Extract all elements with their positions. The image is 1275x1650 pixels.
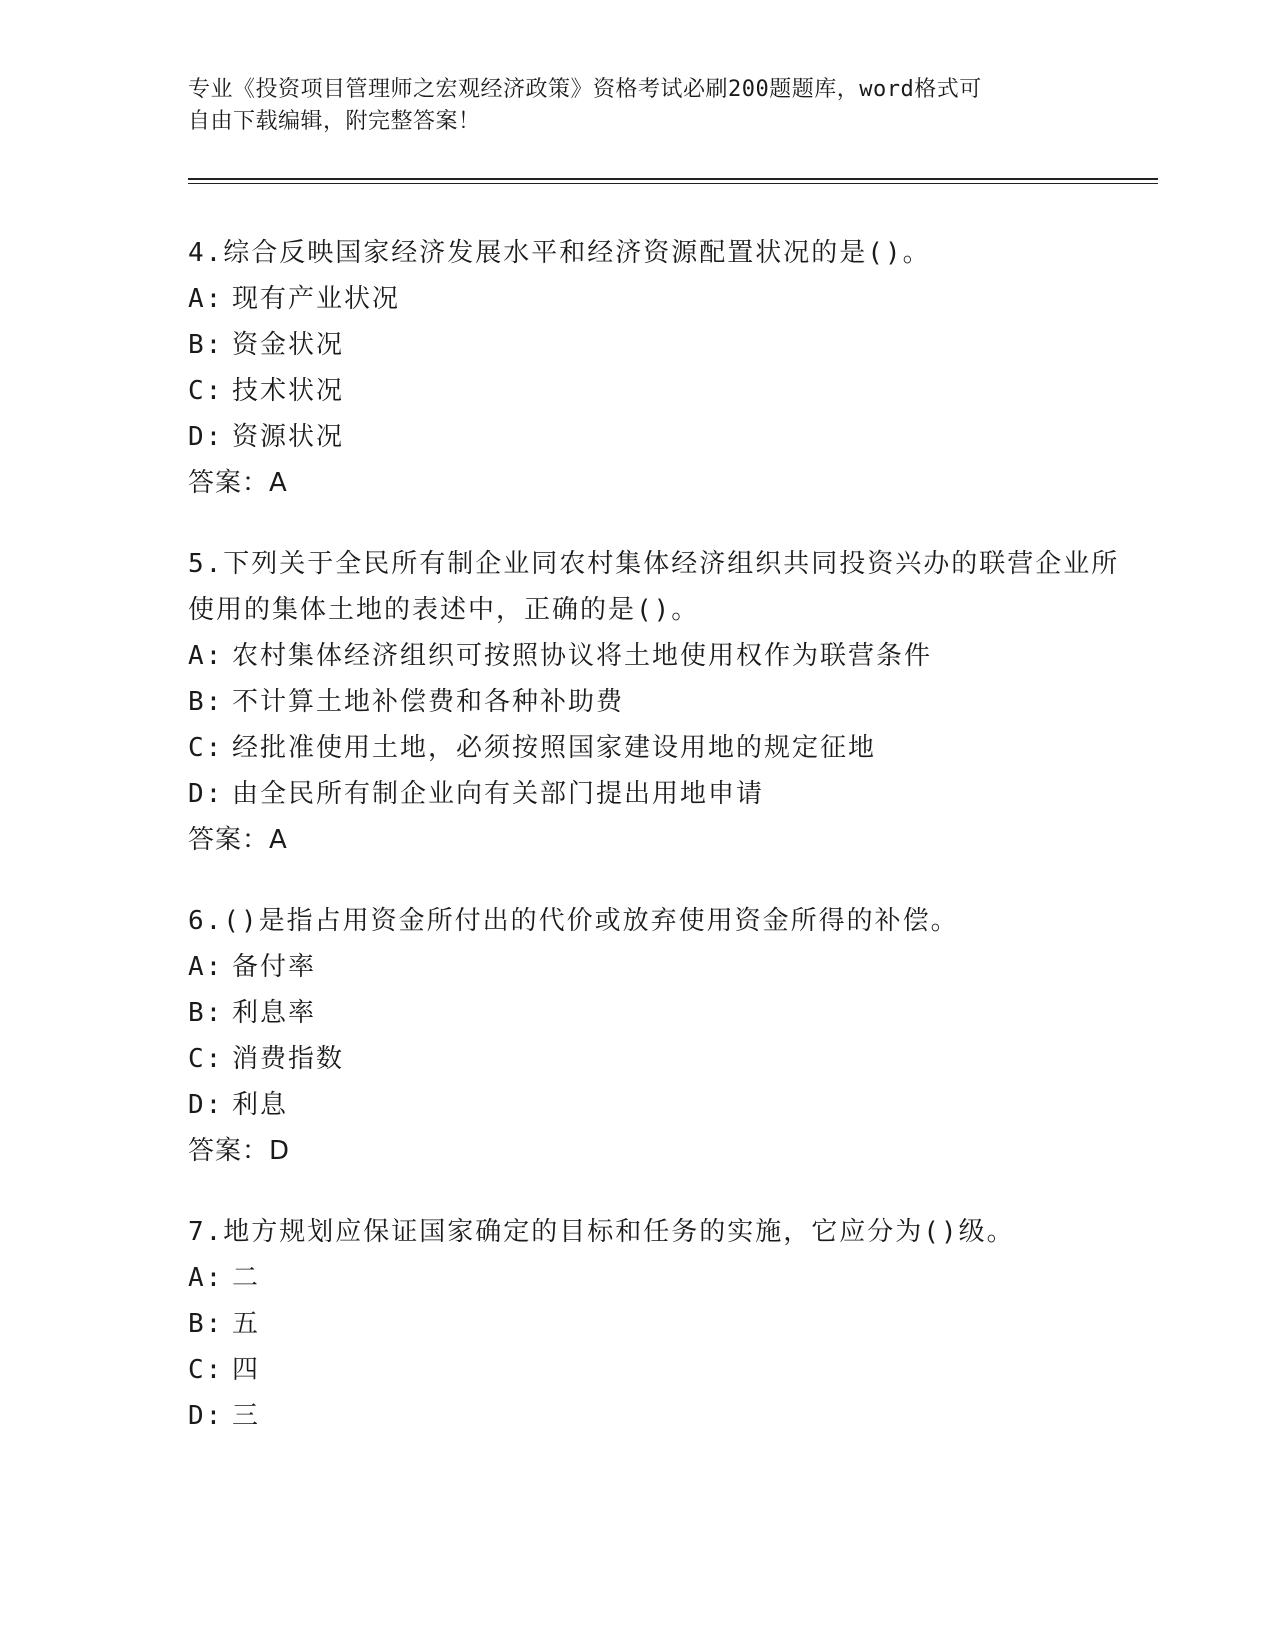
option-a (188, 633, 1138, 679)
option-c (188, 368, 1138, 414)
option-label: B: (188, 330, 224, 360)
option-text: 三 (232, 1401, 261, 1431)
question-7 (188, 1209, 1138, 1439)
answer: 答案：A (188, 468, 288, 498)
option-a (188, 276, 1138, 322)
option-label: C: (188, 733, 224, 763)
question-text: 6.()是指占用资金所付出的代价或放弃使用资金所得的补偿。 (188, 906, 959, 936)
option-text: 现有产业状况 (232, 284, 401, 314)
question-text: 4.综合反映国家经济发展水平和经济资源配置状况的是()。 (188, 238, 931, 268)
header-line-1: 专业《投资项目管理师之宏观经济政策》资格考试必刷200题题库，word格式可 (188, 77, 982, 102)
option-c (188, 1036, 1138, 1082)
option-text: 经批准使用土地，必须按照国家建设用地的规定征地 (232, 733, 877, 763)
answer: 答案：D (188, 1136, 291, 1166)
option-text: 资源状况 (232, 422, 345, 452)
option-text: 消费指数 (232, 1044, 345, 1074)
header-line-2: 自由下载编辑，附完整答案！ (188, 109, 481, 134)
header-divider (188, 178, 1158, 184)
option-label: A: (188, 641, 224, 671)
option-text: 技术状况 (232, 376, 345, 406)
option-c (188, 725, 1138, 771)
option-text: 农村集体经济组织可按照协议将土地使用权作为联营条件 (232, 641, 933, 671)
option-label: D: (188, 1401, 224, 1431)
option-d (188, 771, 1138, 817)
option-label: D: (188, 422, 224, 452)
option-text: 由全民所有制企业向有关部门提出用地申请 (232, 779, 765, 809)
option-text: 资金状况 (232, 330, 345, 360)
question-4 (188, 230, 1138, 506)
question-6 (188, 898, 1138, 1174)
option-label: A: (188, 952, 224, 982)
option-d (188, 1082, 1138, 1128)
option-label: B: (188, 1309, 224, 1339)
option-c (188, 1347, 1138, 1393)
question-5 (188, 541, 1138, 863)
option-text: 五 (232, 1309, 261, 1339)
option-b (188, 679, 1138, 725)
answer: 答案：A (188, 825, 288, 855)
option-text: 二 (232, 1263, 261, 1293)
option-label: B: (188, 998, 224, 1028)
option-text: 四 (232, 1355, 261, 1385)
option-label: D: (188, 1090, 224, 1120)
option-text: 利息 (232, 1090, 289, 1120)
option-label: A: (188, 1263, 224, 1293)
option-d (188, 414, 1138, 460)
option-text: 利息率 (232, 998, 317, 1028)
option-b (188, 990, 1138, 1036)
question-text: 7.地方规划应保证国家确定的目标和任务的实施，它应分为()级。 (188, 1217, 1015, 1247)
document-header (188, 74, 1088, 138)
option-label: C: (188, 376, 224, 406)
option-label: C: (188, 1355, 224, 1385)
option-label: B: (188, 687, 224, 717)
option-b (188, 1301, 1138, 1347)
option-label: D: (188, 779, 224, 809)
question-list (188, 230, 1138, 1474)
option-d (188, 1393, 1138, 1439)
option-b (188, 322, 1138, 368)
option-label: A: (188, 284, 224, 314)
option-a (188, 1255, 1138, 1301)
option-a (188, 944, 1138, 990)
option-label: C: (188, 1044, 224, 1074)
option-text: 不计算土地补偿费和各种补助费 (232, 687, 625, 717)
question-text: 5.下列关于全民所有制企业同农村集体经济组织共同投资兴办的联营企业所使用的集体土地的表述中，正确的是()。 (188, 549, 1120, 625)
option-text: 备付率 (232, 952, 317, 982)
